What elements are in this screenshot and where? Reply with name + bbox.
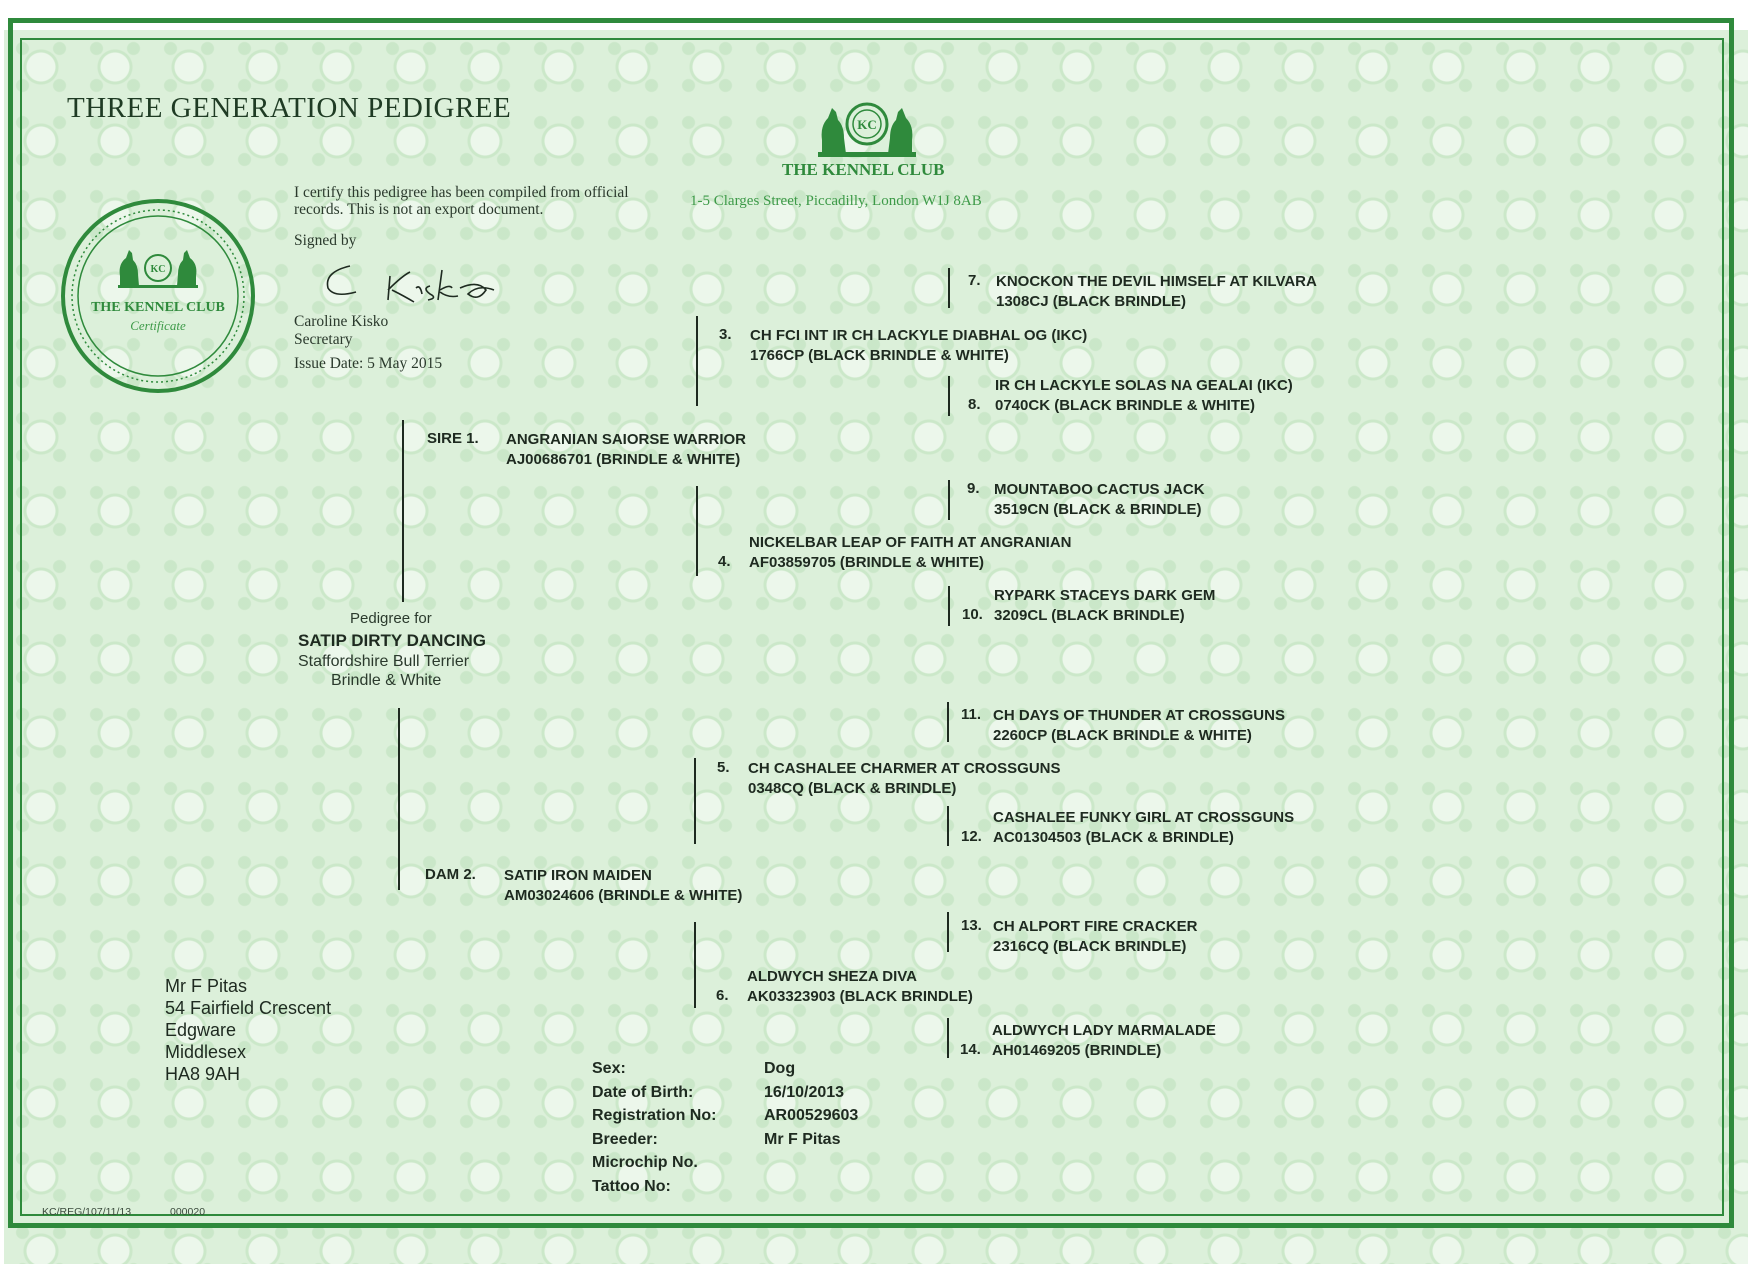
entry-5-label: 5.	[717, 759, 730, 776]
bracket-3	[696, 316, 698, 406]
entry-11-name: CH DAYS OF THUNDER AT CROSSGUNS	[993, 707, 1285, 724]
sex-label: Sex:	[592, 1060, 626, 1077]
dog-colour: Brindle & White	[331, 672, 442, 689]
bracket-11	[947, 702, 949, 742]
kennel-club-seal	[60, 198, 256, 394]
logo-badge-text: KC	[857, 117, 877, 132]
entry-11	[993, 706, 1285, 746]
entry-14-reg: AH01469205 (BRINDLE)	[992, 1042, 1162, 1059]
organization-address: 1-5 Clarges Street, Piccadilly, London W1J 8AB	[690, 193, 982, 209]
details-labels	[592, 1057, 716, 1198]
entry-3-reg: 1766CP (BLACK BRINDLE & WHITE)	[750, 347, 1009, 364]
bracket-13	[947, 912, 949, 952]
entry-9-name: MOUNTABOO CACTUS JACK	[994, 481, 1205, 498]
entry-10-reg: 3209CL (BLACK BRINDLE)	[994, 607, 1185, 624]
seal-badge-text: KC	[150, 264, 166, 275]
entry-14	[992, 1021, 1216, 1041]
dam-reg: AM03024606 (BRINDLE & WHITE)	[504, 887, 743, 904]
sire-reg: AJ00686701 (BRINDLE & WHITE)	[506, 451, 741, 468]
entry-13-name: CH ALPORT FIRE CRACKER	[993, 918, 1198, 935]
entry-9-reg: 3519CN (BLACK & BRINDLE)	[994, 501, 1202, 518]
details-values	[764, 1057, 858, 1151]
microchip-label: Microchip No.	[592, 1154, 698, 1171]
registration-label: Registration No:	[592, 1107, 717, 1124]
dob-label: Date of Birth:	[592, 1083, 694, 1101]
bracket-7	[948, 268, 950, 308]
registration-value: AR00529603	[764, 1107, 859, 1124]
entry-14-name: ALDWYCH LADY MARMALADE	[992, 1022, 1216, 1039]
entry-5-name: CH CASHALEE CHARMER AT CROSSGUNS	[748, 760, 1061, 777]
entry-3-label: 3.	[719, 326, 732, 343]
signer-name: Caroline Kisko	[294, 313, 389, 330]
entry-4	[749, 533, 1072, 573]
document-title: THREE GENERATION PEDIGREE	[67, 92, 512, 124]
certification-statement: I certify this pedigree has been compiled from official records. This is not an export document.	[294, 184, 629, 218]
entry-12-label: 12.	[961, 828, 982, 845]
seal-title: THE KENNEL CLUB	[91, 300, 225, 315]
dam-name: SATIP IRON MAIDEN	[504, 867, 652, 884]
dam-label: DAM 2.	[425, 866, 476, 883]
entry-4-reg: AF03859705 (BRINDLE & WHITE)	[749, 554, 985, 571]
entry-11-label: 11.	[961, 706, 982, 723]
entry-14-label: 14.	[960, 1041, 981, 1058]
entry-13	[993, 917, 1197, 957]
owner-line2: Edgware	[165, 1020, 237, 1040]
bracket-4	[696, 486, 698, 576]
owner-address	[165, 975, 331, 1085]
entry-6-reg: AK03323903 (BLACK BRINDLE)	[747, 988, 973, 1005]
entry-13-label: 13.	[961, 917, 982, 934]
entry-9-label: 9.	[967, 480, 980, 497]
entry-10-label: 10.	[962, 606, 983, 623]
signer-role: Secretary	[294, 331, 353, 348]
entry-4-label: 4.	[718, 553, 731, 570]
entry-7-name: KNOCKON THE DEVIL HIMSELF AT KILVARA	[996, 273, 1317, 290]
tattoo-label: Tattoo No:	[592, 1177, 671, 1195]
kennel-club-logo	[814, 96, 920, 158]
entry-13-reg: 2316CQ (BLACK BRINDLE)	[993, 938, 1187, 955]
pedigree-for-label: Pedigree for	[350, 610, 432, 627]
signature-graphic	[318, 258, 538, 308]
owner-line1: 54 Fairfield Crescent	[165, 998, 332, 1018]
bracket-8	[948, 376, 950, 416]
entry-10-name: RYPARK STACEYS DARK GEM	[994, 587, 1216, 604]
dam-bracket	[398, 708, 400, 890]
sire-bracket	[402, 420, 404, 602]
bracket-10	[948, 586, 950, 626]
bracket-9	[948, 480, 950, 520]
entry-8-reg: 0740CK (BLACK BRINDLE & WHITE)	[995, 397, 1256, 414]
entry-6-name: ALDWYCH SHEZA DIVA	[747, 968, 917, 985]
entry-5-reg: 0348CQ (BLACK & BRINDLE)	[748, 780, 957, 797]
entry-8-name: IR CH LACKYLE SOLAS NA GEALAI (IKC)	[995, 377, 1293, 394]
dog-breed: Staffordshire Bull Terrier	[298, 653, 470, 670]
sex-value: Dog	[764, 1060, 796, 1077]
bracket-12	[947, 806, 949, 846]
sire-entry	[506, 430, 746, 470]
bracket-14	[947, 1018, 949, 1058]
dog-name: SATIP DIRTY DANCING	[298, 631, 486, 650]
form-code: KC/REG/107/11/13	[42, 1206, 132, 1218]
issue-date: Issue Date: 5 May 2015	[294, 355, 443, 372]
breeder-label: Breeder:	[592, 1130, 658, 1148]
entry-8-label: 8.	[968, 396, 981, 413]
entry-11-reg: 2260CP (BLACK BRINDLE & WHITE)	[993, 727, 1252, 744]
bracket-6	[694, 922, 696, 1008]
entry-3-name: CH FCI INT IR CH LACKYLE DIABHAL OG (IKC)	[750, 327, 1088, 344]
entry-9	[994, 480, 1205, 520]
entry-4-name: NICKELBAR LEAP OF FAITH AT ANGRANIAN	[749, 534, 1072, 551]
entry-6-label: 6.	[716, 987, 729, 1004]
entry-5	[748, 759, 1061, 799]
owner-postcode: HA8 9AH	[165, 1064, 241, 1084]
seal-subtitle: Certificate	[130, 318, 186, 333]
owner-line3: Middlesex	[165, 1042, 247, 1062]
entry-7	[996, 272, 1317, 312]
breeder-value: Mr F Pitas	[764, 1130, 841, 1148]
signed-by-label: Signed by	[294, 232, 357, 249]
organization-name: THE KENNEL CLUB	[782, 160, 945, 179]
entry-8	[995, 376, 1293, 396]
sire-label: SIRE 1.	[427, 430, 479, 447]
serial-number: 000020	[170, 1206, 206, 1218]
entry-7-label: 7.	[968, 272, 981, 289]
entry-12	[993, 808, 1294, 828]
bracket-5	[694, 758, 696, 844]
owner-name: Mr F Pitas	[165, 976, 248, 996]
entry-3	[750, 326, 1087, 366]
entry-12-name: CASHALEE FUNKY GIRL AT CROSSGUNS	[993, 809, 1295, 826]
entry-10	[994, 586, 1215, 606]
entry-12-reg: AC01304503 (BLACK & BRINDLE)	[993, 829, 1234, 846]
entry-6	[747, 967, 973, 1007]
dob-value: 16/10/2013	[764, 1083, 845, 1101]
entry-7-reg: 1308CJ (BLACK BRINDLE)	[996, 293, 1187, 310]
sire-name: ANGRANIAN SAIORSE WARRIOR	[506, 431, 747, 448]
dam-entry	[504, 866, 742, 906]
